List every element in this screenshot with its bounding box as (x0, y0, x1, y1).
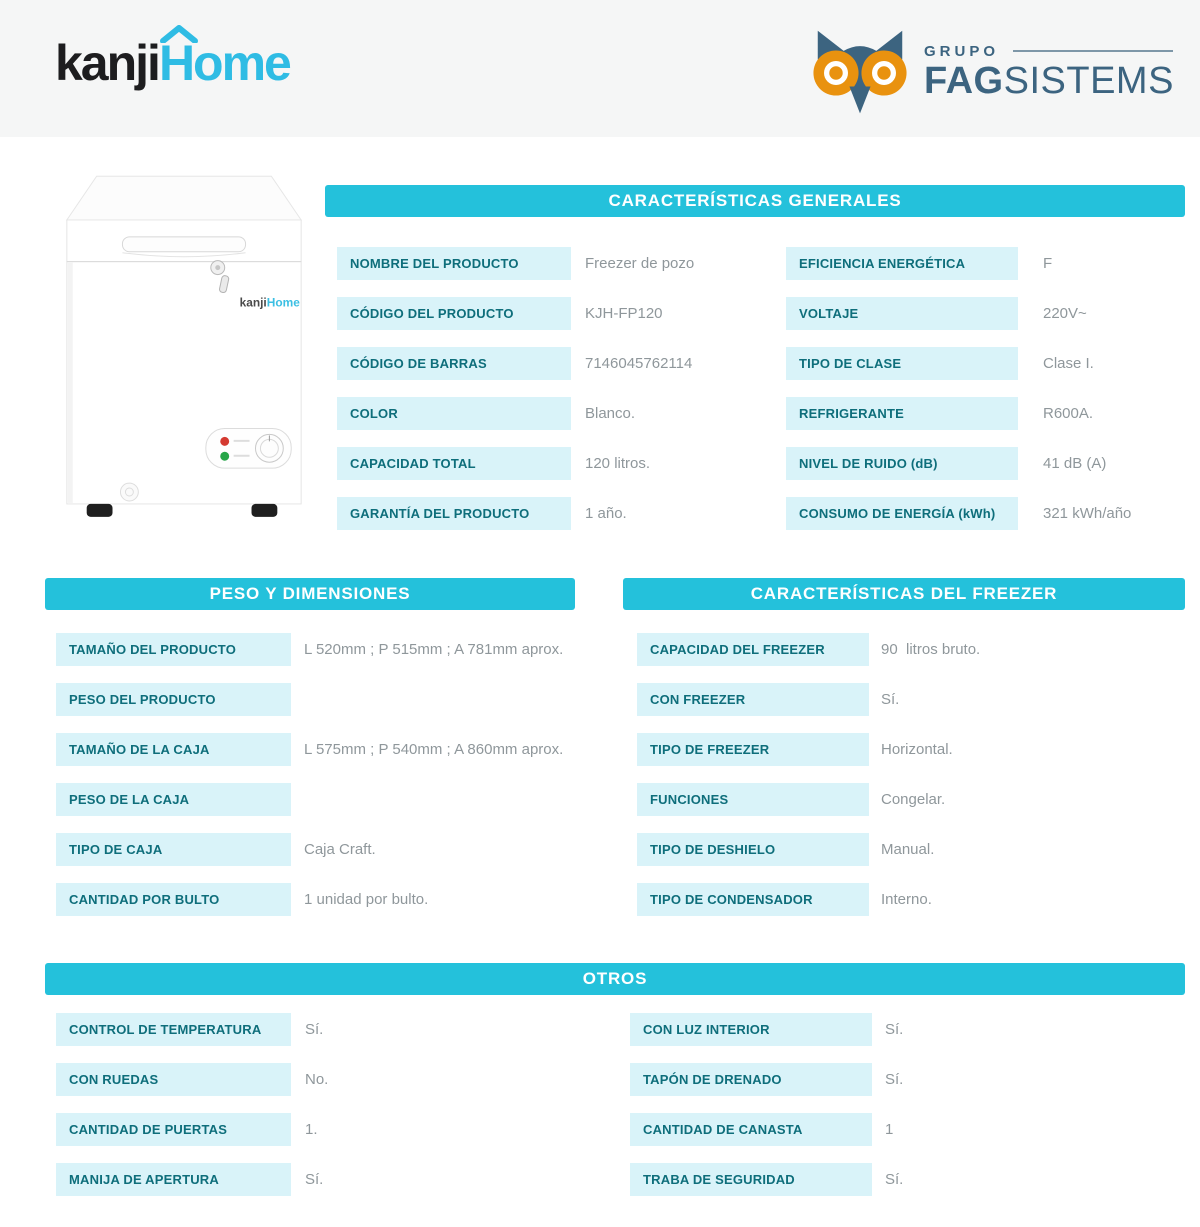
spec-label: TAMAÑO DEL PRODUCTO (56, 633, 291, 666)
spec-value: L 520mm ; P 515mm ; A 781mm aprox. (304, 641, 564, 658)
header-bar (0, 0, 1200, 137)
spec-value: 1. (305, 1121, 318, 1138)
spec-value: 321 kWh/año (1043, 505, 1132, 522)
spec-row (623, 683, 1185, 716)
spec-label: CAPACIDAD DEL FREEZER (637, 633, 869, 666)
spec-label: MANIJA DE APERTURA (56, 1163, 291, 1196)
section-caracteristicas-generales (325, 185, 1185, 545)
spec-value: Sí. (305, 1171, 324, 1188)
spec-value: 7146045762114 (585, 355, 693, 372)
spec-row (45, 733, 575, 766)
spec-label: TAPÓN DE DRENADO (630, 1063, 872, 1096)
spec-value: R600A. (1043, 405, 1094, 422)
spec-value: Manual. (881, 841, 935, 858)
spec-label: CANTIDAD DE CANASTA (630, 1113, 872, 1146)
spec-value: Caja Craft. (304, 841, 376, 858)
fagsistems-logo (812, 28, 1174, 118)
spec-row (325, 247, 1185, 280)
spec-row (325, 297, 1185, 330)
product-image (45, 163, 323, 545)
owl-icon (812, 28, 908, 118)
spec-label: CAPACIDAD TOTAL (337, 447, 571, 480)
spec-label: TIPO DE CONDENSADOR (637, 883, 869, 916)
spec-value: 1 año. (585, 505, 627, 522)
spec-row (623, 633, 1185, 666)
section-title-generales: CARACTERÍSTICAS GENERALES (325, 185, 1185, 217)
spec-value: 1 unidad por bulto. (304, 891, 429, 908)
spec-label: TRABA DE SEGURIDAD (630, 1163, 872, 1196)
spec-label: FUNCIONES (637, 783, 869, 816)
spec-value: L 575mm ; P 540mm ; A 860mm aprox. (304, 741, 564, 758)
spec-row (325, 397, 1185, 430)
fag-logo-text (924, 43, 1174, 104)
spec-label: TIPO DE CLASE (786, 347, 1018, 380)
freezer-brand-black: kanji (239, 295, 267, 310)
spec-label: NIVEL DE RUIDO (dB) (786, 447, 1018, 480)
spec-value: Clase I. (1043, 355, 1094, 372)
spec-value: Sí. (881, 691, 900, 708)
spec-value: Congelar. (881, 791, 946, 808)
spec-label: CONSUMO DE ENERGÍA (kWh) (786, 497, 1018, 530)
section-caracteristicas-del-freezer (623, 578, 1185, 928)
spec-row (45, 883, 575, 916)
spec-value: Sí. (885, 1171, 904, 1188)
spec-value: 41 dB (A) (1043, 455, 1107, 472)
spec-value: Blanco. (585, 405, 636, 422)
spec-value: Freezer de pozo (585, 255, 695, 272)
spec-value: Interno. (881, 891, 932, 908)
kanjihome-logo (55, 35, 290, 91)
spec-label: CON LUZ INTERIOR (630, 1013, 872, 1046)
spec-label: GARANTÍA DEL PRODUCTO (337, 497, 571, 530)
spec-row (45, 1113, 1185, 1146)
sistems-text: SISTEMS (1003, 59, 1174, 102)
spec-row (623, 833, 1185, 866)
spec-row (623, 733, 1185, 766)
spec-row (45, 633, 575, 666)
spec-label: VOLTAJE (786, 297, 1018, 330)
spec-label: NOMBRE DEL PRODUCTO (337, 247, 571, 280)
spec-row (45, 683, 575, 716)
roof-icon (160, 25, 198, 43)
spec-value: Sí. (305, 1021, 324, 1038)
spec-value: Sí. (885, 1021, 904, 1038)
spec-label: CON FREEZER (637, 683, 869, 716)
spec-label: COLOR (337, 397, 571, 430)
freezer-brand-cyan: Home (266, 295, 300, 310)
spec-row (325, 497, 1185, 530)
spec-value: 120 litros. (585, 455, 651, 472)
spec-row (325, 347, 1185, 380)
svg-text:kanjiHome (240, 295, 301, 309)
spec-label: CON RUEDAS (56, 1063, 291, 1096)
spec-label: CÓDIGO DE BARRAS (337, 347, 571, 380)
spec-value: 1 (885, 1121, 894, 1138)
spec-label: EFICIENCIA ENERGÉTICA (786, 247, 1018, 280)
spec-label: PESO DEL PRODUCTO (56, 683, 291, 716)
section-title-otros: OTROS (45, 963, 1185, 995)
spec-label: CÓDIGO DEL PRODUCTO (337, 297, 571, 330)
spec-row (45, 783, 575, 816)
spec-value: KJH-FP120 (585, 305, 663, 322)
spec-row (325, 447, 1185, 480)
fag-text: FAG (924, 59, 1004, 102)
spec-row (623, 883, 1185, 916)
spec-row (45, 1013, 1185, 1046)
spec-label: CONTROL DE TEMPERATURA (56, 1013, 291, 1046)
divider-line (1013, 50, 1173, 52)
spec-label: TIPO DE DESHIELO (637, 833, 869, 866)
spec-value: 90 litros bruto. (881, 641, 981, 658)
spec-row (623, 783, 1185, 816)
spec-label: CANTIDAD DE PUERTAS (56, 1113, 291, 1146)
spec-value: Sí. (885, 1071, 904, 1088)
grupo-text: GRUPO (924, 42, 1000, 60)
spec-label: REFRIGERANTE (786, 397, 1018, 430)
section-title-peso: PESO Y DIMENSIONES (45, 578, 575, 610)
kanji-logo-text: kanji (55, 35, 159, 91)
spec-label: PESO DE LA CAJA (56, 783, 291, 816)
home-logo-text (158, 35, 290, 91)
spec-value: 220V~ (1043, 305, 1087, 322)
freezer-illustration (45, 163, 323, 545)
spec-row (45, 1063, 1185, 1096)
spec-row (45, 1163, 1185, 1196)
spec-value: No. (305, 1071, 329, 1088)
spec-label: TIPO DE CAJA (56, 833, 291, 866)
spec-row (45, 833, 575, 866)
spec-label: TAMAÑO DE LA CAJA (56, 733, 291, 766)
home-logo-word: Home (158, 35, 290, 91)
spec-label: CANTIDAD POR BULTO (56, 883, 291, 916)
section-title-freezer: CARACTERÍSTICAS DEL FREEZER (623, 578, 1185, 610)
spec-value: Horizontal. (881, 741, 953, 758)
section-peso-y-dimensiones (45, 578, 575, 928)
spec-label: TIPO DE FREEZER (637, 733, 869, 766)
spec-value: F (1043, 255, 1053, 272)
section-otros (45, 963, 1185, 1213)
